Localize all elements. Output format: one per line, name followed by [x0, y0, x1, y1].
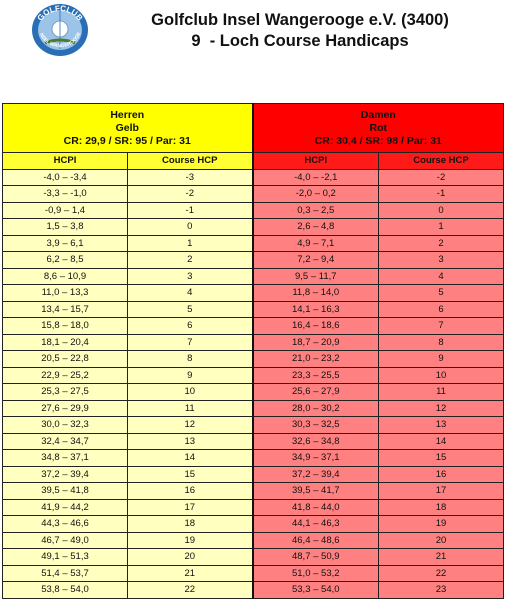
damen-tee: Rot [369, 121, 388, 134]
damen-hcpi-cell: 32,6 – 34,8 [253, 433, 379, 450]
table-row [3, 268, 504, 285]
damen-course-hcp-cell: -1 [379, 186, 504, 203]
damen-course-hcp-cell: 13 [379, 417, 504, 434]
herren-course-hcp-cell: 19 [128, 532, 253, 549]
table-row [3, 301, 504, 318]
table-row [3, 417, 504, 434]
herren-course-hcp-cell: 7 [128, 334, 253, 351]
herren-hcpi-cell: 13,4 – 15,7 [3, 301, 128, 318]
damen-hcpi-cell: 41,8 – 44,0 [253, 499, 379, 516]
damen-course-hcp-cell: 10 [379, 367, 504, 384]
herren-hcpi-cell: 41,9 – 44,2 [3, 499, 128, 516]
herren-hcpi-cell: -3,3 – -1,0 [3, 186, 128, 203]
damen-course-hcp-cell: 6 [379, 301, 504, 318]
table-row [3, 384, 504, 401]
svg-text:GOLFCLUB: GOLFCLUB [35, 3, 85, 23]
damen-course-hcp-cell: 5 [379, 285, 504, 302]
herren-hcpi-cell: 39,5 – 41,8 [3, 483, 128, 500]
table-row [3, 549, 504, 566]
table-row [3, 219, 504, 236]
damen-hcpi-cell: 44,1 – 46,3 [253, 516, 379, 533]
damen-course-hcp-column-header: Course HCP [379, 153, 504, 170]
herren-hcpi-cell: 20,5 – 22,8 [3, 351, 128, 368]
herren-hcpi-cell: 25,3 – 27,5 [3, 384, 128, 401]
damen-hcpi-cell: -4,0 – -2,1 [253, 169, 379, 186]
herren-course-hcp-cell: 15 [128, 466, 253, 483]
table-row [3, 516, 504, 533]
damen-course-hcp-cell: 2 [379, 235, 504, 252]
damen-course-hcp-cell: 22 [379, 565, 504, 582]
table-row [3, 252, 504, 269]
damen-course-hcp-cell: 21 [379, 549, 504, 566]
damen-hcpi-cell: -2,0 – 0,2 [253, 186, 379, 203]
damen-header [253, 104, 504, 153]
damen-hcpi-cell: 9,5 – 11,7 [253, 268, 379, 285]
damen-course-hcp-cell: 3 [379, 252, 504, 269]
table-row [3, 466, 504, 483]
herren-hcpi-cell: 3,9 – 6,1 [3, 235, 128, 252]
herren-course-hcp-cell: 4 [128, 285, 253, 302]
table-row [3, 285, 504, 302]
table-row [3, 351, 504, 368]
handicap-table [2, 103, 504, 599]
damen-course-hcp-cell: 12 [379, 400, 504, 417]
herren-course-hcp-cell: 2 [128, 252, 253, 269]
table-row [3, 202, 504, 219]
herren-label: Herren [110, 108, 145, 121]
damen-hcpi-cell: 48,7 – 50,9 [253, 549, 379, 566]
herren-course-hcp-cell: 1 [128, 235, 253, 252]
damen-hcpi-cell: 0,3 – 2,5 [253, 202, 379, 219]
herren-hcpi-cell: 8,6 – 10,9 [3, 268, 128, 285]
herren-hcpi-cell: -4,0 – -3,4 [3, 169, 128, 186]
damen-course-hcp-cell: 16 [379, 466, 504, 483]
damen-course-hcp-cell: 19 [379, 516, 504, 533]
herren-course-hcp-cell: 13 [128, 433, 253, 450]
table-row [3, 318, 504, 335]
herren-tee: Gelb [115, 121, 139, 134]
herren-hcpi-cell: 27,6 – 29,9 [3, 400, 128, 417]
herren-course-hcp-cell: 3 [128, 268, 253, 285]
herren-hcpi-cell: -0,9 – 1,4 [3, 202, 128, 219]
table-row [3, 186, 504, 203]
damen-course-hcp-cell: 15 [379, 450, 504, 467]
table-row [3, 450, 504, 467]
herren-hcpi-cell: 18,1 – 20,4 [3, 334, 128, 351]
herren-hcpi-cell: 15,8 – 18,0 [3, 318, 128, 335]
damen-hcpi-cell: 25,6 – 27,9 [253, 384, 379, 401]
damen-course-hcp-cell: 18 [379, 499, 504, 516]
herren-hcpi-cell: 11,0 – 13,3 [3, 285, 128, 302]
damen-hcpi-cell: 28,0 – 30,2 [253, 400, 379, 417]
damen-course-hcp-cell: 20 [379, 532, 504, 549]
herren-hcpi-cell: 49,1 – 51,3 [3, 549, 128, 566]
damen-hcpi-cell: 21,0 – 23,2 [253, 351, 379, 368]
herren-hcpi-cell: 34,8 – 37,1 [3, 450, 128, 467]
herren-course-hcp-cell: 22 [128, 582, 253, 599]
damen-hcpi-cell: 51,0 – 53,2 [253, 565, 379, 582]
damen-ratings: CR: 30,4 / SR: 98 / Par: 31 [314, 134, 442, 147]
herren-course-hcp-cell: 12 [128, 417, 253, 434]
table-row [3, 334, 504, 351]
herren-course-hcp-cell: 0 [128, 219, 253, 236]
table-row [3, 499, 504, 516]
table-row [3, 532, 504, 549]
damen-course-hcp-cell: -2 [379, 169, 504, 186]
damen-hcpi-cell: 37,2 – 39,4 [253, 466, 379, 483]
herren-course-hcp-cell: 10 [128, 384, 253, 401]
herren-hcpi-cell: 30,0 – 32,3 [3, 417, 128, 434]
herren-course-hcp-cell: 14 [128, 450, 253, 467]
damen-course-hcp-cell: 9 [379, 351, 504, 368]
herren-ratings: CR: 29,9 / SR: 95 / Par: 31 [63, 134, 191, 147]
damen-course-hcp-cell: 0 [379, 202, 504, 219]
damen-course-hcp-cell: 7 [379, 318, 504, 335]
table-row [3, 169, 504, 186]
herren-hcpi-cell: 53,8 – 54,0 [3, 582, 128, 599]
damen-hcpi-cell: 14,1 – 16,3 [253, 301, 379, 318]
damen-hcpi-cell: 53,3 – 54,0 [253, 582, 379, 599]
herren-course-hcp-cell: 17 [128, 499, 253, 516]
damen-label: Damen [360, 108, 396, 121]
page-title: Golfclub Insel Wangerooge e.V. (3400) [151, 11, 449, 29]
damen-course-hcp-cell: 11 [379, 384, 504, 401]
damen-course-hcp-cell: 4 [379, 268, 504, 285]
herren-hcpi-cell: 46,7 – 49,0 [3, 532, 128, 549]
table-row [3, 582, 504, 599]
table-row [3, 400, 504, 417]
herren-course-hcp-cell: -1 [128, 202, 253, 219]
damen-hcpi-cell: 34,9 – 37,1 [253, 450, 379, 467]
damen-course-hcp-cell: 17 [379, 483, 504, 500]
herren-course-hcp-cell: 9 [128, 367, 253, 384]
herren-hcpi-cell: 32,4 – 34,7 [3, 433, 128, 450]
herren-course-hcp-cell: 11 [128, 400, 253, 417]
damen-course-hcp-cell: 1 [379, 219, 504, 236]
damen-course-hcp-cell: 14 [379, 433, 504, 450]
table-row [3, 235, 504, 252]
damen-hcpi-column-header: HCPI [253, 153, 379, 170]
herren-hcpi-column-header: HCPI [3, 153, 128, 170]
herren-hcpi-cell: 22,9 – 25,2 [3, 367, 128, 384]
herren-course-hcp-cell: 5 [128, 301, 253, 318]
damen-hcpi-cell: 18,7 – 20,9 [253, 334, 379, 351]
page-subtitle: 9 - Loch Course Handicaps [191, 32, 409, 50]
damen-hcpi-cell: 16,4 – 18,6 [253, 318, 379, 335]
damen-course-hcp-cell: 23 [379, 582, 504, 599]
herren-course-hcp-column-header: Course HCP [128, 153, 253, 170]
damen-hcpi-cell: 7,2 – 9,4 [253, 252, 379, 269]
table-row [3, 433, 504, 450]
club-logo [31, 3, 89, 57]
table-body [3, 169, 504, 598]
herren-hcpi-cell: 6,2 – 8,5 [3, 252, 128, 269]
damen-hcpi-cell: 39,5 – 41,7 [253, 483, 379, 500]
table-row [3, 483, 504, 500]
herren-course-hcp-cell: 18 [128, 516, 253, 533]
damen-hcpi-cell: 23,3 – 25,5 [253, 367, 379, 384]
damen-hcpi-cell: 11,8 – 14,0 [253, 285, 379, 302]
herren-hcpi-cell: 51,4 – 53,7 [3, 565, 128, 582]
svg-text:INSEL WANGEROOGE: NSEL WANGEROOGE [38, 31, 83, 50]
herren-course-hcp-cell: 8 [128, 351, 253, 368]
herren-course-hcp-cell: 6 [128, 318, 253, 335]
herren-course-hcp-cell: 16 [128, 483, 253, 500]
herren-course-hcp-cell: -3 [128, 169, 253, 186]
damen-hcpi-cell: 30,3 – 32,5 [253, 417, 379, 434]
table-row [3, 565, 504, 582]
herren-hcpi-cell: 44,3 – 46,6 [3, 516, 128, 533]
damen-course-hcp-cell: 8 [379, 334, 504, 351]
herren-course-hcp-cell: -2 [128, 186, 253, 203]
herren-course-hcp-cell: 20 [128, 549, 253, 566]
damen-hcpi-cell: 2,6 – 4,8 [253, 219, 379, 236]
herren-hcpi-cell: 37,2 – 39,4 [3, 466, 128, 483]
herren-course-hcp-cell: 21 [128, 565, 253, 582]
herren-header [3, 104, 253, 153]
damen-hcpi-cell: 4,9 – 7,1 [253, 235, 379, 252]
table-row [3, 367, 504, 384]
damen-hcpi-cell: 46,4 – 48,6 [253, 532, 379, 549]
herren-hcpi-cell: 1,5 – 3,8 [3, 219, 128, 236]
